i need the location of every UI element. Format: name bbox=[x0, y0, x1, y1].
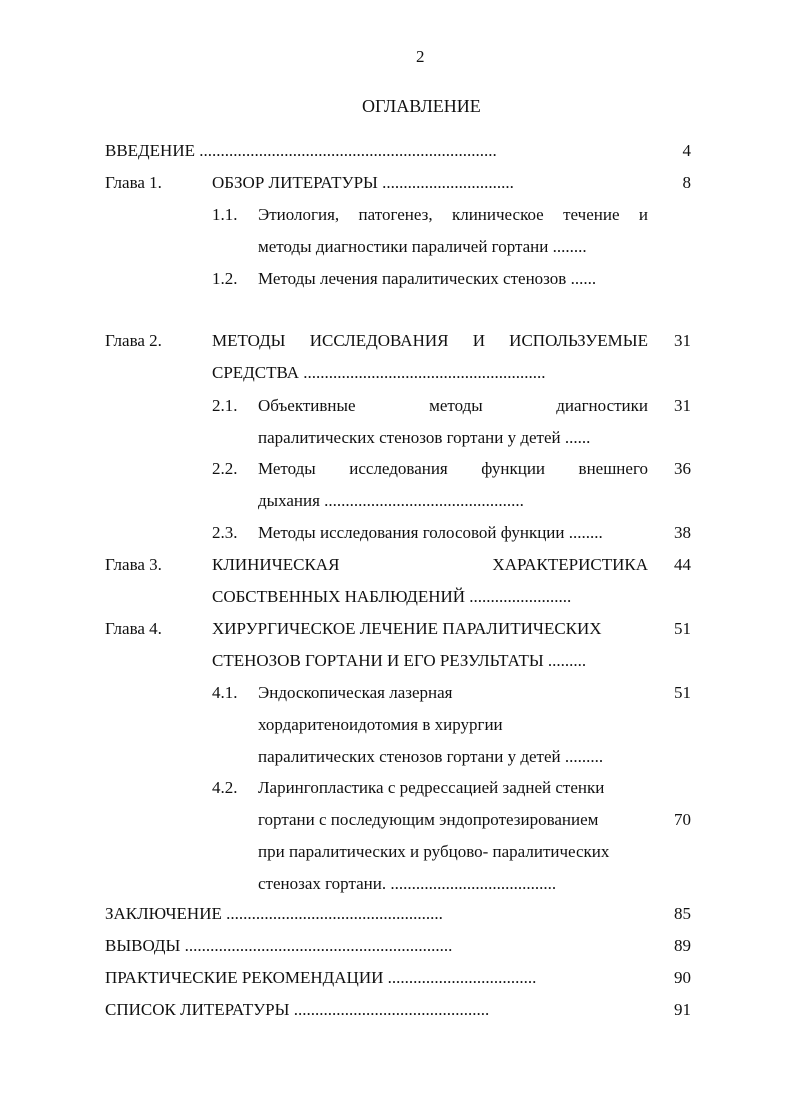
word: патогенез, bbox=[358, 205, 433, 224]
chapter-2-title-line-2: СРЕДСТВА ......................................................... bbox=[212, 363, 546, 382]
toc-page-section-4-1: 51 bbox=[674, 683, 691, 702]
word: клиническое bbox=[451, 205, 544, 224]
chapter-1-label: Глава 1. bbox=[105, 173, 162, 192]
dot-leader: ............................... bbox=[377, 173, 514, 192]
section-1-1-number: 1.1. bbox=[212, 205, 238, 224]
toc-entry-section-4-2[interactable]: Ларингопластика с редрессацией задней стенки bbox=[258, 778, 605, 797]
toc-page-chapter-4: 51 bbox=[674, 619, 691, 638]
toc-entry-section-1-2[interactable]: Методы лечения паралитических стенозов ...... bbox=[258, 269, 597, 288]
toc-entry-label: ПРАКТИЧЕСКИЕ РЕКОМЕНДАЦИИ bbox=[105, 968, 384, 987]
section-1-1-title-line-2: методы диагностики параличей гортани ........ bbox=[258, 237, 587, 256]
toc-entry-label: ВВЕДЕНИЕ bbox=[105, 141, 195, 160]
toc-entry-findings[interactable] bbox=[105, 936, 452, 956]
word: диагностики bbox=[556, 396, 648, 415]
toc-entry-section-4-1[interactable]: Эндоскопическая лазерная bbox=[258, 683, 453, 702]
page-number: 2 bbox=[416, 47, 425, 66]
section-2-2-number: 2.2. bbox=[212, 459, 238, 478]
dot-leader: ................................... bbox=[383, 968, 537, 987]
word: КЛИНИЧЕСКАЯ bbox=[212, 555, 340, 574]
section-4-1-title-line-3: паралитических стенозов гортани у детей ......... bbox=[258, 747, 604, 766]
section-4-2-title-line-4: стенозах гортани. ....................................... bbox=[258, 874, 557, 893]
toc-page-section-2-1: 31 bbox=[674, 396, 691, 415]
toc-entry-label: ЗАКЛЮЧЕНИЕ bbox=[105, 904, 222, 923]
word: функции bbox=[481, 459, 546, 478]
toc-page-intro: 4 bbox=[682, 141, 691, 160]
section-1-2-number: 1.2. bbox=[212, 269, 238, 288]
toc-entry-chapter-4[interactable]: ХИРУРГИЧЕСКОЕ ЛЕЧЕНИЕ ПАРАЛИТИЧЕСКИХ bbox=[212, 619, 602, 638]
toc-page-findings: 89 bbox=[674, 936, 691, 955]
toc-entry-section-2-2[interactable] bbox=[258, 459, 648, 479]
word: ИССЛЕДОВАНИЯ bbox=[309, 331, 449, 350]
toc-page-section-4-2: 70 bbox=[674, 810, 691, 829]
chapter-4-title-line-2: СТЕНОЗОВ ГОРТАНИ И ЕГО РЕЗУЛЬТАТЫ ......... bbox=[212, 651, 587, 670]
toc-page-chapter-2: 31 bbox=[674, 331, 691, 350]
word: методы bbox=[429, 396, 483, 415]
toc-entry-section-1-1[interactable] bbox=[258, 205, 648, 225]
toc-entry-section-2-3[interactable]: Методы исследования голосовой функции ........ bbox=[258, 523, 603, 542]
word: И bbox=[472, 331, 485, 350]
section-4-2-number: 4.2. bbox=[212, 778, 238, 797]
section-2-1-number: 2.1. bbox=[212, 396, 238, 415]
section-4-1-title-line-2: хордаритеноидотомия в хирургии bbox=[258, 715, 503, 734]
toc-title: ОГЛАВЛЕНИЕ bbox=[362, 96, 481, 116]
chapter-3-title-line-2: СОБСТВЕННЫХ НАБЛЮДЕНИЙ ........................ bbox=[212, 587, 572, 606]
section-4-1-number: 4.1. bbox=[212, 683, 238, 702]
toc-page-section-2-3: 38 bbox=[674, 523, 691, 542]
toc-entry-label: СПИСОК ЛИТЕРАТУРЫ bbox=[105, 1000, 290, 1019]
toc-entry-references[interactable] bbox=[105, 1000, 489, 1020]
section-4-2-title-line-2: гортани с последующим эндопротезированием bbox=[258, 810, 599, 829]
toc-entry-chapter-1[interactable] bbox=[212, 173, 514, 193]
word: ХАРАКТЕРИСТИКА bbox=[492, 555, 648, 574]
toc-entry-chapter-3[interactable] bbox=[212, 555, 648, 575]
dot-leader: ................................................... bbox=[221, 904, 443, 923]
section-2-2-title-line-2: дыхания ............................................... bbox=[258, 491, 524, 510]
toc-page-chapter-3: 44 bbox=[674, 555, 691, 574]
toc-entry-chapter-2[interactable] bbox=[212, 331, 648, 351]
chapter-4-label: Глава 4. bbox=[105, 619, 162, 638]
word: и bbox=[638, 205, 648, 224]
section-2-1-title-line-2: паралитических стенозов гортани у детей ...... bbox=[258, 428, 591, 447]
toc-entry-recommendations[interactable] bbox=[105, 968, 536, 988]
word: внешнего bbox=[578, 459, 648, 478]
toc-entry-label: ВЫВОДЫ bbox=[105, 936, 181, 955]
word: исследования bbox=[349, 459, 448, 478]
word: Методы bbox=[258, 459, 316, 478]
chapter-1-title: ОБЗОР ЛИТЕРАТУРЫ bbox=[212, 173, 378, 192]
chapter-2-label: Глава 2. bbox=[105, 331, 162, 350]
dot-leader: .............................................. bbox=[289, 1000, 490, 1019]
section-2-3-number: 2.3. bbox=[212, 523, 238, 542]
toc-page-section-2-2: 36 bbox=[674, 459, 691, 478]
section-4-2-title-line-3: при паралитических и рубцово- паралитических bbox=[258, 842, 610, 861]
dot-leader: ............................................................... bbox=[180, 936, 453, 955]
toc-page-chapter-1: 8 bbox=[682, 173, 691, 192]
toc-entry-intro[interactable] bbox=[105, 141, 497, 161]
word: течение bbox=[563, 205, 620, 224]
toc-entry-conclusion[interactable] bbox=[105, 904, 443, 924]
word: ИСПОЛЬЗУЕМЫЕ bbox=[509, 331, 648, 350]
word: Этиология, bbox=[258, 205, 340, 224]
toc-page-recommendations: 90 bbox=[674, 968, 691, 987]
toc-entry-section-2-1[interactable] bbox=[258, 396, 648, 416]
dot-leader: ...................................................................... bbox=[194, 141, 497, 160]
chapter-3-label: Глава 3. bbox=[105, 555, 162, 574]
word: Объективные bbox=[258, 396, 356, 415]
toc-page-conclusion: 85 bbox=[674, 904, 691, 923]
toc-page-references: 91 bbox=[674, 1000, 691, 1019]
word: МЕТОДЫ bbox=[212, 331, 286, 350]
